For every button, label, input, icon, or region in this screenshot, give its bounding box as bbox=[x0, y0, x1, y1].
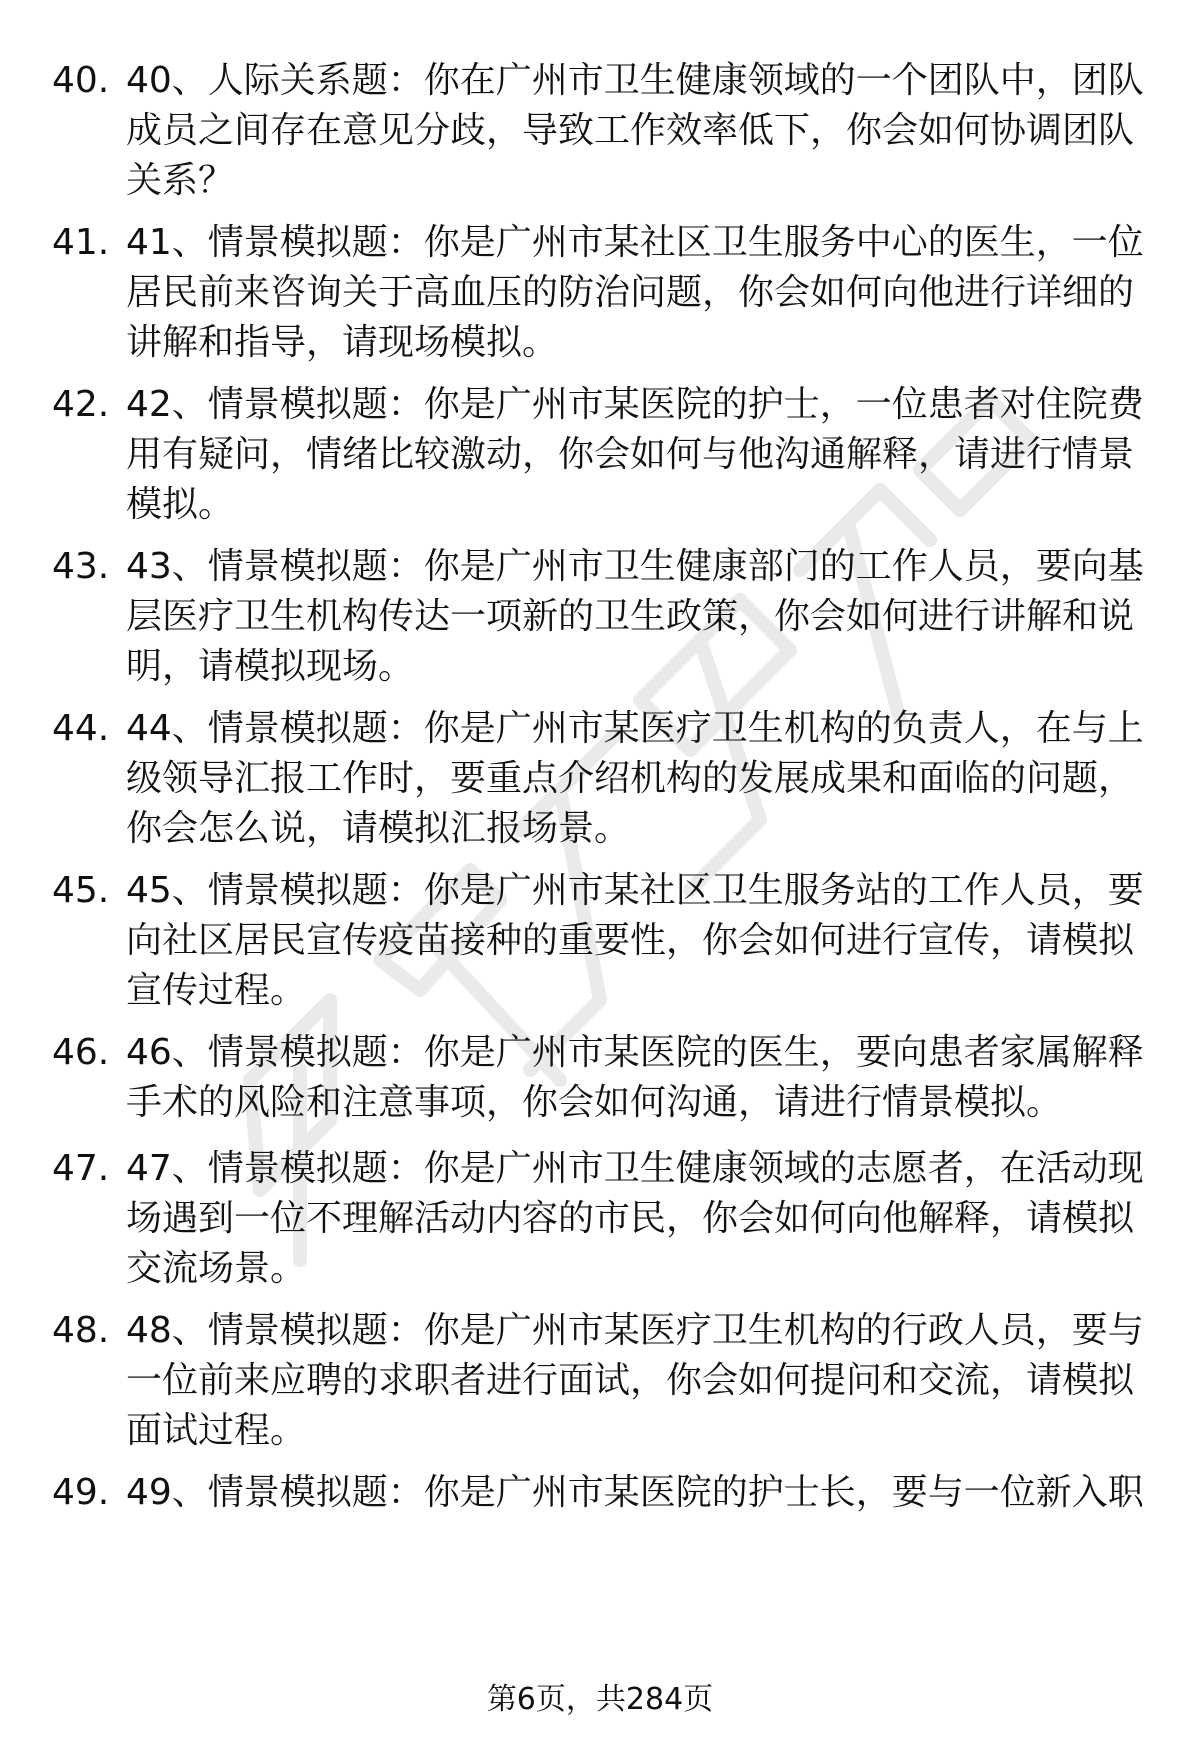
question-number: 44. bbox=[52, 708, 110, 749]
question-text: 49、情景模拟题：你是广州市某医院的护士长，要与一位新入职 bbox=[126, 1472, 1144, 1513]
question-text: 43、情景模拟题：你是广州市卫生健康部门的工作人员，要向基层医疗卫生机构传达一项新的卫生政策，你会如何进行讲解和说明，请模拟现场。 bbox=[126, 546, 1144, 687]
question-number: 41. bbox=[52, 222, 110, 263]
question-number: 47. bbox=[52, 1148, 110, 1189]
question-number: 48. bbox=[52, 1310, 110, 1351]
question-text: 42、情景模拟题：你是广州市某医院的护士，一位患者对住院费用有疑问，情绪比较激动，你会如何与他沟通解释，请进行情景模拟。 bbox=[126, 384, 1144, 525]
question-text: 40、人际关系题：你在广州市卫生健康领域的一个团队中，团队成员之间存在意见分歧，导致工作效率低下，你会如何协调团队关系？ bbox=[126, 60, 1144, 201]
question-text: 45、情景模拟题：你是广州市某社区卫生服务站的工作人员，要向社区居民宣传疫苗接种的重要性，你会如何进行宣传，请模拟宣传过程。 bbox=[126, 870, 1144, 1011]
question-number: 49. bbox=[52, 1472, 110, 1513]
question-number: 46. bbox=[52, 1032, 110, 1073]
page-footer: 第6页，共284页 bbox=[486, 1682, 714, 1717]
question-text: 46、情景模拟题：你是广州市某医院的医生，要向患者家属解释手术的风险和注意事项，你会如何沟通，请进行情景模拟。 bbox=[126, 1032, 1144, 1123]
question-number: 45. bbox=[52, 870, 110, 911]
question-text: 41、情景模拟题：你是广州市某社区卫生服务中心的医生，一位居民前来咨询关于高血压的防治问题，你会如何向他进行详细的讲解和指导，请现场模拟。 bbox=[126, 222, 1144, 363]
question-text: 47、情景模拟题：你是广州市卫生健康领域的志愿者，在活动现场遇到一位不理解活动内容的市民，你会如何向他解释，请模拟交流场景。 bbox=[126, 1148, 1144, 1289]
question-text: 48、情景模拟题：你是广州市某医疗卫生机构的行政人员，要与一位前来应聘的求职者进行面试，你会如何提问和交流，请模拟面试过程。 bbox=[126, 1310, 1144, 1451]
question-number: 40. bbox=[52, 60, 110, 101]
question-number: 43. bbox=[52, 546, 110, 587]
question-number: 42. bbox=[52, 384, 110, 425]
question-text: 44、情景模拟题：你是广州市某医疗卫生机构的负责人，在与上级领导汇报工作时，要重点介绍机构的发展成果和面临的问题，你会怎么说，请模拟汇报场景。 bbox=[126, 708, 1144, 849]
